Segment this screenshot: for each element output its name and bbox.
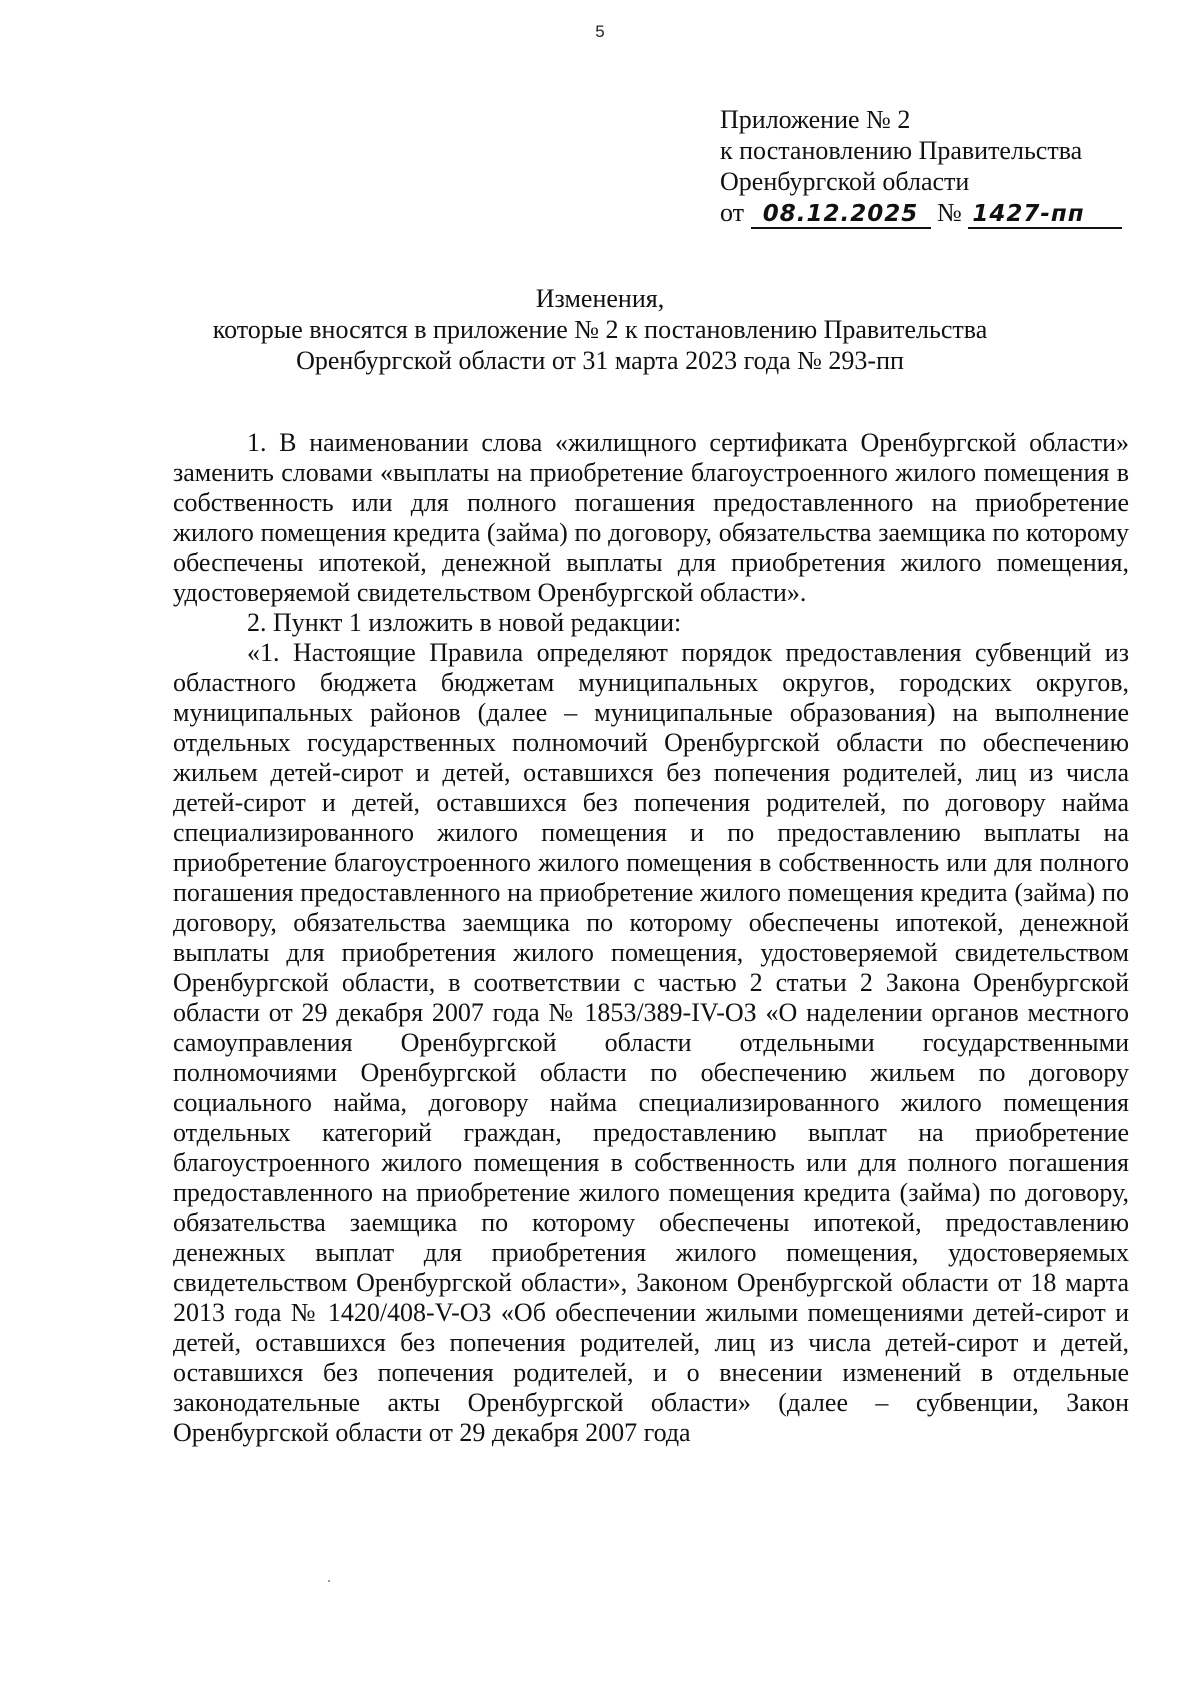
appendix-header: [720, 104, 1160, 229]
appendix-line-2: к постановлению Правительства: [720, 136, 1083, 165]
paragraph-1: 1. В наименовании слова «жилищного сертификата Оренбургской области» заменить словами «выплаты на приобретение благоустроенного жилого помещения в собственность или для полного погашения предоставленного на приобретение жилого помещения кредита (займа) по договору, обязательства заемщика по которому обеспечены ипотекой, денежной выплаты для приобретения жилого помещения, удостоверяемой свидетельством Оренбургской области».: [173, 428, 1129, 607]
handwritten-date: 08.12.2025: [751, 201, 931, 229]
appendix-line-1: Приложение № 2: [720, 105, 911, 134]
document-title: [150, 283, 1050, 376]
title-heading: Изменения,: [535, 284, 665, 313]
paragraph-2: 2. Пункт 1 изложить в новой редакции:: [247, 608, 682, 637]
page-number: 5: [595, 22, 605, 41]
paragraph-3: «1. Настоящие Правила определяют порядок предоставления субвенций из областного бюджета бюджетам муниципальных округов, городских округов, муниципальных районов (далее – муниципальные образования) на выполнение отдельных государственных полномочий Оренбургской области по обеспечению жильем детей-сирот и детей, оставшихся без попечения родителей, лиц из числа детей-сирот и детей, оставшихся без попечения родителей, по договору найма специализированного жилого помещения и по предоставлению выплаты на приобретение благоустроенного жилого помещения в собственность или для полного погашения предоставленного на приобретение жилого помещения кредита (займа) по договору, обязательства заемщика по которому обеспечены ипотекой, денежной выплаты для приобретения жилого помещения, удостоверяемой свидетельством Оренбургской области, в соответствии с частью 2 статьи 2 Закона Оренбургской области от 29 декабря 2007 года № 1853/389-IV-ОЗ «О наделении органов местного самоуправления Оренбургской области отдельными государственными полномочиями Оренбургской области по обеспечению жильем по договору социального найма, договору найма специализированного жилого помещения отдельных категорий граждан, предоставлению выплат на приобретение благоустроенного жилого помещения в собственность или для полного погашения предоставленного на приобретение жилого помещения кредита (займа) по договору, обязательства заемщика по которому обеспечены ипотекой, предоставлению денежных выплат для приобретения жилого помещения, удостоверяемых свидетельством Оренбургской области», Законом Оренбургской области от 18 марта 2013 года № 1420/408-V-ОЗ «Об обеспечении жилыми помещениями детей-сирот и детей, оставшихся без попечения родителей, лиц из числа детей-сирот и детей, оставшихся без попечения родителей, и о внесении изменений в отдельные законодательные акты Оренбургской области» (далее – субвенции, Закон Оренбургской области от 29 декабря 2007 года: [173, 638, 1129, 1447]
scan-speck: [328, 1580, 330, 1582]
handwritten-number: 1427-пп: [968, 201, 1122, 229]
title-line-2: которые вносятся в приложение № 2 к постановлению Правительства: [212, 315, 988, 344]
from-label: от: [720, 198, 745, 227]
appendix-date-line: [720, 197, 1160, 229]
document-body: [173, 428, 1129, 1448]
appendix-line-3: Оренбургской области: [720, 167, 970, 196]
title-line-3: Оренбургской области от 31 марта 2023 года № 293-пп: [296, 346, 904, 375]
number-label: №: [937, 198, 962, 227]
